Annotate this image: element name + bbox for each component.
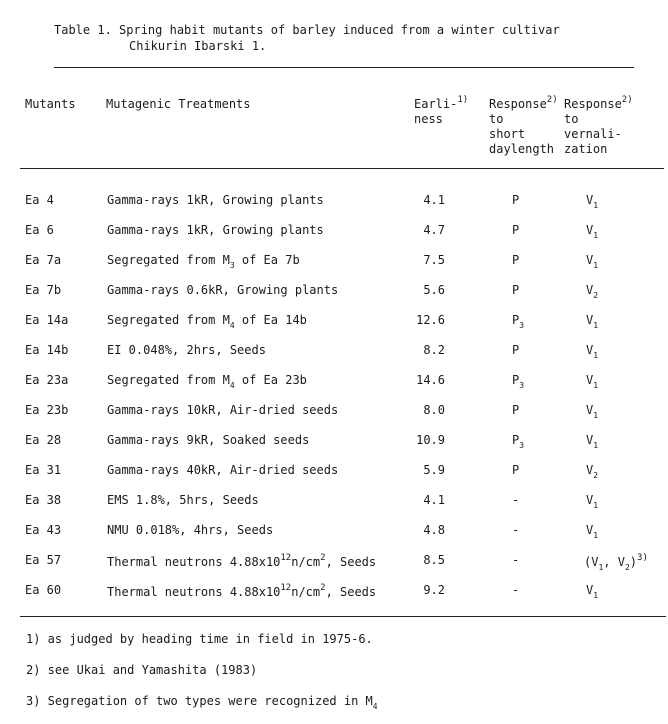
table-row [0, 523, 668, 543]
vern-value: V [586, 343, 594, 357]
daylength-cell [512, 553, 519, 567]
daylength-value: P [512, 223, 520, 237]
footnote-1: 1) as judged by heading time in field in 1975-6. [26, 632, 373, 646]
caption-line-2: Chikurin Ibarski 1. [129, 39, 267, 53]
daylength-cell [512, 373, 524, 390]
header-vernalization [564, 93, 633, 157]
treatment-exp: 2 [320, 583, 326, 593]
vernalization-cell [586, 373, 598, 390]
treatment-cell: Gamma-rays 1kR, Growing plants [107, 223, 324, 237]
earliness-cell: 14.6 [416, 373, 445, 387]
header-daylength-line3: short [489, 127, 526, 141]
mutant-cell: Ea 23a [25, 373, 69, 387]
vernalization-cell [586, 193, 598, 210]
mutant-cell: Ea 38 [25, 493, 62, 507]
header-mutants-label: Mutants [25, 97, 76, 111]
table-row [0, 463, 668, 483]
table-row [0, 583, 668, 603]
vern-sub: 1 [593, 531, 599, 540]
vernalization-cell [586, 223, 598, 240]
vernalization-cell [586, 523, 598, 540]
vernalization-cell [586, 313, 598, 330]
vernalization-cell [584, 553, 648, 572]
vern-sub: 2 [593, 291, 599, 300]
treatment-cell: Gamma-rays 1kR, Growing plants [107, 193, 324, 207]
mutant-cell: Ea 6 [25, 223, 54, 237]
earliness-cell: 10.9 [416, 433, 445, 447]
treatment-cell: NMU 0.018%, 4hrs, Seeds [107, 523, 274, 537]
daylength-cell [512, 523, 519, 537]
header-daylength [489, 93, 558, 157]
treatment-text: of Ea 23b [234, 373, 307, 387]
treatment-unit: n/cm [291, 585, 321, 599]
header-daylength-line2: to [489, 112, 504, 126]
daylength-value: P [512, 253, 520, 267]
treatment-cell [107, 583, 376, 599]
daylength-value: - [512, 553, 520, 567]
treatment-text: , Seeds [325, 555, 377, 569]
daylength-value: - [512, 523, 520, 537]
earliness-cell: 8.2 [423, 343, 445, 357]
header-daylength-line4: daylength [489, 142, 555, 156]
vernalization-cell [586, 403, 598, 420]
treatment-text: of Ea 7b [234, 253, 300, 267]
daylength-value: P [512, 193, 520, 207]
table-row [0, 373, 668, 393]
treatment-text: Segregated from M [107, 373, 230, 387]
earliness-cell: 8.5 [423, 553, 445, 567]
vern-value: V [586, 523, 594, 537]
table-row [0, 403, 668, 423]
footnote-2: 2) see Ukai and Yamashita (1983) [26, 663, 258, 677]
daylength-value: - [512, 583, 520, 597]
daylength-cell [512, 343, 519, 357]
header-mutants [25, 97, 76, 112]
daylength-cell [512, 493, 519, 507]
header-treatments [106, 97, 251, 112]
daylength-value: P [512, 463, 520, 477]
vern-value: V [586, 313, 594, 327]
treatment-sub: 4 [229, 381, 235, 390]
vern-text: , V [603, 555, 625, 569]
daylength-cell [512, 253, 519, 267]
mutant-cell: Ea 7a [25, 253, 62, 267]
treatment-exp: 12 [280, 553, 292, 563]
treatment-cell: Gamma-rays 0.6kR, Growing plants [107, 283, 339, 297]
table-row [0, 433, 668, 453]
table-row [0, 223, 668, 243]
vernalization-cell [586, 343, 598, 360]
mutant-cell: Ea 4 [25, 193, 54, 207]
treatment-cell: EMS 1.8%, 5hrs, Seeds [107, 493, 259, 507]
vern-sub: 1 [593, 261, 599, 270]
vernalization-cell [586, 253, 598, 270]
table-row [0, 313, 668, 333]
vern-sub: 1 [593, 351, 599, 360]
header-vern-line1: Response [564, 97, 622, 111]
daylength-cell [512, 193, 519, 207]
daylength-value: P [512, 343, 520, 357]
treatment-cell: Gamma-rays 40kR, Air-dried seeds [107, 463, 339, 477]
daylength-value: - [512, 493, 520, 507]
vern-text: (V [584, 555, 599, 569]
earliness-cell: 9.2 [423, 583, 445, 597]
daylength-value: P [512, 283, 520, 297]
daylength-sub: 3 [519, 381, 525, 390]
vernalization-cell [586, 583, 598, 600]
top-rule [54, 67, 634, 68]
earliness-cell: 4.1 [423, 493, 445, 507]
treatment-cell [107, 373, 307, 390]
vern-value: V [586, 433, 594, 447]
vern-sub: 1 [593, 411, 599, 420]
header-rule [20, 168, 664, 169]
vern-value: V [586, 403, 594, 417]
vern-value: V [586, 463, 594, 477]
daylength-value: P [512, 313, 520, 327]
table-row [0, 283, 668, 303]
daylength-value: P [512, 433, 520, 447]
mutant-cell: Ea 14a [25, 313, 69, 327]
vern-value: V [586, 493, 594, 507]
mutant-cell: Ea 60 [25, 583, 62, 597]
vern-value: V [586, 283, 594, 297]
table-row [0, 253, 668, 273]
header-treatments-label: Mutagenic Treatments [106, 97, 251, 111]
treatment-exp: 12 [280, 583, 292, 593]
vern-sub: 1 [598, 563, 604, 572]
earliness-cell: 12.6 [416, 313, 445, 327]
vern-sub: 1 [593, 321, 599, 330]
header-daylength-line1: Response [489, 97, 547, 111]
vern-sub: 1 [593, 591, 599, 600]
mutant-cell: Ea 57 [25, 553, 62, 567]
header-vern-line2: to [564, 112, 579, 126]
vernalization-cell [586, 433, 598, 450]
mutant-cell: Ea 31 [25, 463, 62, 477]
treatment-cell: Gamma-rays 10kR, Air-dried seeds [107, 403, 339, 417]
earliness-cell: 8.0 [423, 403, 445, 417]
treatment-unit: n/cm [291, 555, 321, 569]
table-row [0, 493, 668, 513]
vern-sub: 2 [593, 471, 599, 480]
earliness-cell: 4.8 [423, 523, 445, 537]
earliness-cell: 5.6 [423, 283, 445, 297]
vern-text: ) [629, 555, 638, 569]
mutant-cell: Ea 43 [25, 523, 62, 537]
treatment-cell: EI 0.048%, 2hrs, Seeds [107, 343, 266, 357]
footnote-3-text: 3) Segregation of two types were recognized in M [26, 694, 373, 708]
earliness-cell: 4.7 [423, 223, 445, 237]
earliness-cell: 7.5 [423, 253, 445, 267]
table-row [0, 193, 668, 213]
footnote-3 [26, 694, 378, 711]
treatment-cell [107, 253, 300, 270]
daylength-cell [512, 403, 519, 417]
treatment-exp: 2 [320, 553, 326, 563]
daylength-sub: 3 [519, 321, 525, 330]
daylength-cell [512, 283, 519, 297]
vern-value: V [586, 193, 594, 207]
header-vern-note: 2) [621, 95, 633, 105]
vernalization-cell [586, 283, 598, 300]
mutant-cell: Ea 7b [25, 283, 62, 297]
daylength-cell [512, 313, 524, 330]
vern-note: 3) [637, 553, 648, 563]
vern-sub: 1 [593, 231, 599, 240]
vern-sub: 1 [593, 201, 599, 210]
treatment-text: of Ea 14b [234, 313, 307, 327]
treatment-cell [107, 313, 307, 330]
treatment-text: , Seeds [325, 585, 377, 599]
daylength-value: P [512, 373, 520, 387]
daylength-value: P [512, 403, 520, 417]
treatment-text: Segregated from M [107, 313, 230, 327]
vernalization-cell [586, 493, 598, 510]
treatment-text: Segregated from M [107, 253, 230, 267]
treatment-text: Thermal neutrons 4.88x10 [107, 585, 281, 599]
earliness-cell: 4.1 [423, 193, 445, 207]
treatment-sub: 4 [229, 321, 235, 330]
treatment-cell [107, 553, 376, 569]
vern-value: V [586, 223, 594, 237]
treatment-cell: Gamma-rays 9kR, Soaked seeds [107, 433, 310, 447]
treatment-text: Thermal neutrons 4.88x10 [107, 555, 281, 569]
header-earliness [414, 93, 468, 127]
daylength-cell [512, 223, 519, 237]
vern-value: V [586, 253, 594, 267]
mutant-cell: Ea 28 [25, 433, 62, 447]
daylength-sub: 3 [519, 441, 525, 450]
earliness-cell: 5.9 [423, 463, 445, 477]
bottom-rule [20, 616, 666, 617]
header-earliness-line1: Earli- [414, 97, 458, 111]
treatment-sub: 3 [229, 261, 235, 270]
mutant-cell: Ea 23b [25, 403, 69, 417]
footnote-3-sub: 4 [372, 702, 378, 711]
table-caption [54, 22, 560, 54]
header-vern-line4: zation [564, 142, 608, 156]
header-earliness-note: 1) [457, 95, 469, 105]
vern-sub: 1 [593, 381, 599, 390]
mutant-cell: Ea 14b [25, 343, 69, 357]
daylength-cell [512, 433, 524, 450]
table-row [0, 343, 668, 363]
vernalization-cell [586, 463, 598, 480]
caption-line-1: Table 1. Spring habit mutants of barley induced from a winter cultivar [54, 23, 560, 37]
vern-sub: 1 [593, 501, 599, 510]
table-row [0, 553, 668, 573]
header-daylength-note: 2) [546, 95, 558, 105]
header-vern-line3: vernali- [564, 127, 622, 141]
vern-value: V [586, 373, 594, 387]
daylength-cell [512, 463, 519, 477]
vern-sub: 2 [624, 563, 630, 572]
vern-value: V [586, 583, 594, 597]
vern-sub: 1 [593, 441, 599, 450]
header-earliness-line2: ness [414, 112, 443, 126]
daylength-cell [512, 583, 519, 597]
